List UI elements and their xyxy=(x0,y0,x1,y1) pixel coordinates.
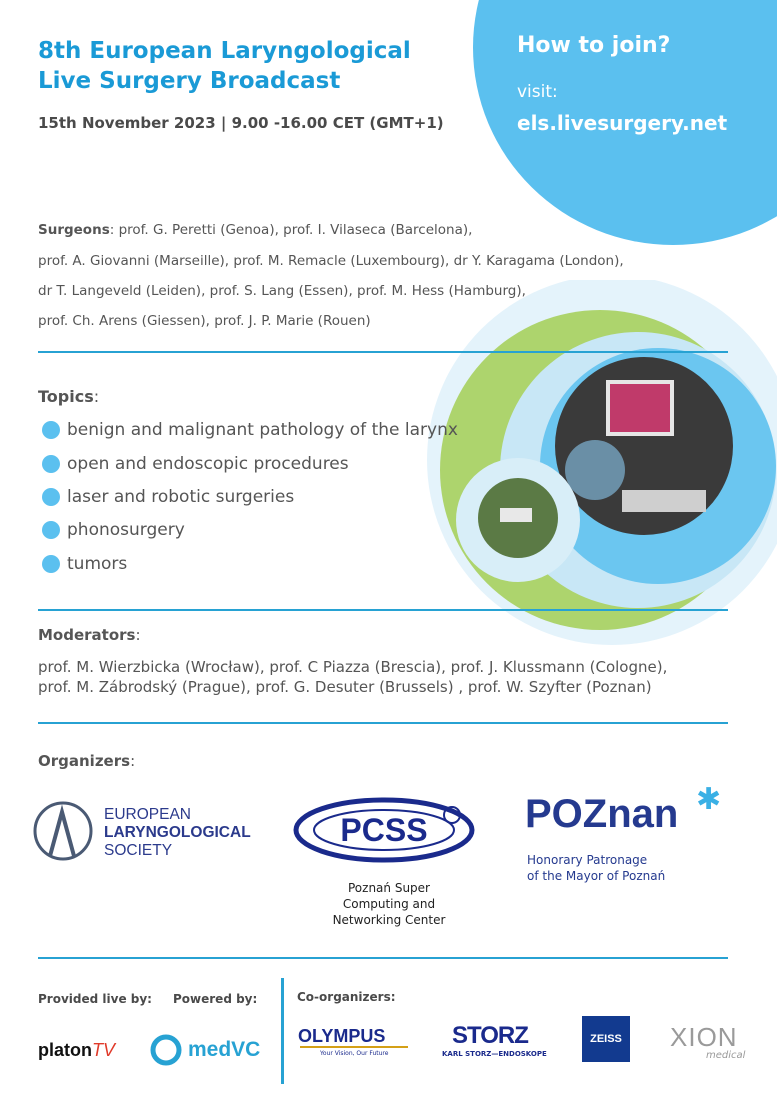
moderators-list: prof. M. Wierzbicka (Wrocław), prof. C Piazza (Brescia), prof. J. Klussmann (Cologne), prof. M. Zábrodský (Prague), prof. G. Desuter (Brussels) , prof. W. Szyfter (Poznan) xyxy=(38,658,668,696)
join-url-link[interactable]: els.livesurgery.net xyxy=(517,111,728,135)
topic-item: phonosurgery xyxy=(42,519,185,541)
bullet-icon xyxy=(42,521,60,539)
surgeon-cap-icon xyxy=(565,440,625,500)
pcss-logo-text: PCSS xyxy=(340,812,428,848)
topic-item: open and endoscopic procedures xyxy=(42,453,349,475)
olympus-tagline: Your Vision, Our Future xyxy=(320,1050,389,1057)
surgery-monitor-icon xyxy=(608,382,672,434)
equipment-icon xyxy=(622,490,706,512)
divider xyxy=(38,957,728,959)
surgeons-line-3: dr T. Langeveld (Leiden), prof. S. Lang (Essen), prof. M. Hess (Hamburg), xyxy=(38,283,526,299)
join-visit-label: visit: xyxy=(517,82,558,102)
bullet-icon xyxy=(42,488,60,506)
platon-tv-logo: platonTV xyxy=(38,1040,116,1060)
provided-label: Provided live by: xyxy=(38,992,152,1006)
topics-heading: Topics: xyxy=(38,387,100,406)
storz-subtitle: KARL STORZ—ENDOSKOPE xyxy=(442,1050,547,1058)
circles-illustration xyxy=(390,280,777,660)
poznan-caption: Honorary Patronage of the Mayor of Poznań xyxy=(527,853,666,883)
storz-logo: STORZ xyxy=(452,1022,528,1049)
organizers-heading: Organizers: xyxy=(38,752,136,770)
footer-divider xyxy=(281,978,284,1084)
medvc-logo-text: medVC xyxy=(188,1038,261,1061)
asterisk-icon: ✱ xyxy=(696,782,722,817)
event-date: 15th November 2023 | 9.00 -16.00 CET (GMT+1) xyxy=(38,114,444,132)
title-line-2: Live Surgery Broadcast xyxy=(38,68,341,94)
surgeons-line-1: Surgeons: prof. G. Peretti (Genoa), prof. I. Vilaseca (Barcelona), xyxy=(38,222,473,238)
els-logo-icon xyxy=(32,800,96,864)
poznan-logo-text: POZnan xyxy=(525,792,679,836)
bullet-icon xyxy=(42,421,60,439)
coorganizers-label: Co-organizers: xyxy=(297,990,396,1004)
divider xyxy=(38,351,728,353)
topic-item: benign and malignant pathology of the larynx xyxy=(42,419,458,441)
topic-item: tumors xyxy=(42,553,127,575)
olympus-logo: OLYMPUS xyxy=(298,1026,386,1046)
moderators-heading: Moderators: xyxy=(38,626,141,644)
divider xyxy=(38,722,728,724)
building-icon xyxy=(500,508,532,522)
xion-logo: XION xyxy=(670,1022,738,1052)
divider xyxy=(38,609,728,611)
els-logo-text: EUROPEAN LARYNGOLOGICAL SOCIETY xyxy=(104,806,251,859)
join-title: How to join? xyxy=(517,33,671,58)
olympus-underline xyxy=(300,1046,408,1048)
page-title xyxy=(38,36,468,96)
title-line-1: 8th European Laryngological xyxy=(38,38,411,64)
pcss-caption: Poznań Super Computing and Networking Center xyxy=(332,881,446,927)
powered-label: Powered by: xyxy=(173,992,258,1006)
bullet-icon xyxy=(42,455,60,473)
topic-item: laser and robotic surgeries xyxy=(42,486,294,508)
surgeons-line-2: prof. A. Giovanni (Marseille), prof. M. Remacle (Luxembourg), dr Y. Karagama (London), xyxy=(38,253,624,269)
bullet-icon xyxy=(42,555,60,573)
zeiss-logo: ZEISS xyxy=(582,1016,630,1062)
xion-subtitle: medical xyxy=(706,1050,746,1061)
surgeons-label: Surgeons xyxy=(38,222,110,238)
pcss-logo xyxy=(292,795,480,865)
surgeons-line-4: prof. Ch. Arens (Giessen), prof. J. P. Marie (Rouen) xyxy=(38,313,371,329)
medvc-logo-icon xyxy=(150,1034,182,1066)
